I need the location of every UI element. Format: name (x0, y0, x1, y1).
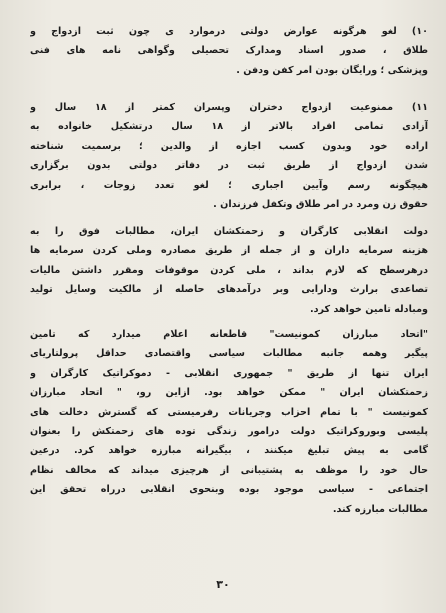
text-line: پلیسی وبوروکراتیک دولت درامور زندگی توده های زحمتکش را بعنوان (30, 426, 428, 438)
text-line: اراده خود وبدون کسب اجازه از والدین ؛ برسمیت شناخته (30, 140, 428, 152)
text-line: ومبادله تامین خواهد کرد. (309, 303, 428, 315)
paragraph-11 (30, 98, 428, 214)
text-line: دولت انقلابی کارگران و زحمتکشان ایران، مطالبات فوق را به (30, 226, 428, 237)
text-line: "اتحاد مبارزان کمونیست" قاطعانه اعلام میدارد که تامین (30, 329, 428, 340)
text-line: ۱۱) ممنوعیت ازدواج دختران وپسران کمتر از ۱۸ سال و (30, 102, 428, 113)
text-line: ایران تنها از طریق " جمهوری انقلابی - دموکراتیک کارگران و (30, 367, 428, 379)
text-line: اجتماعی - سیاسی موجود بوده وبنحوی انقلابی درراه تحقق این (30, 484, 428, 496)
text-line: هیچگونه رسم وآیین اجباری ؛ لغو تعدد زوجات ، برابری (30, 179, 428, 191)
text-line: آزادی تمامی افراد بالاتر از ۱۸ سال درتشکیل خانواده به (30, 121, 428, 133)
text-line: گامی به پیش تبلیغ میکنند ، بیگیرانه مبارزه خواهد کرد. درعین (30, 445, 428, 457)
text-line: پیگیر وهمه جانبه مطالبات سیاسی واقتصادی حداقل پرولتاریای (30, 348, 428, 360)
text-line: درهرسطح که لازم بداند ، ملی کردن موقوفات ومقرر داشتن مالیات (30, 264, 428, 276)
text-line: ۱۰) لغو هرگونه عوارض دولتی درموارد ی چون ثبت ازدواج و (30, 26, 428, 37)
text-line: وپزشکی ؛ ورایگان بودن امر کفن ودفن . (236, 64, 428, 76)
text-line: حال خود را موظف به پشتیبانی از هرچیزی میداند که مخالف نظام (30, 464, 428, 476)
text-line: حقوق زن ومرد در امر طلاق وتکفل فرزندان . (213, 199, 428, 211)
paragraph-state-funding (30, 222, 428, 319)
paragraph-declaration (30, 325, 428, 519)
text-line: مطالبات مبارزه کند. (332, 503, 428, 515)
paragraph-10 (30, 22, 428, 80)
text-line: طلاق ، صدور اسناد ومدارک تحصیلی وگواهی نامه های فنی (30, 45, 428, 57)
text-line: شدن ازدواج از طریق ثبت در دفاتر دولتی بدون برگزاری (30, 160, 428, 172)
page-number: ۳۰ (216, 578, 230, 591)
text-line: هزینه سرمایه داران و از جمله از طریق مصادره وملی کردن سرمایه ها (30, 245, 428, 257)
text-line: زحمتکشان ایران " ممکن خواهد بود. ازاین رو، " اتحاد مبارزان (30, 387, 428, 399)
text-line: کمونیست " با تمام احزاب وجریانات رفرمیستی که گسترش دخالت های (30, 406, 428, 418)
text-line: تصاعدی برارث ودارایی وبر درآمدهای حاصله از مالکیت وسایل تولید (30, 284, 428, 296)
